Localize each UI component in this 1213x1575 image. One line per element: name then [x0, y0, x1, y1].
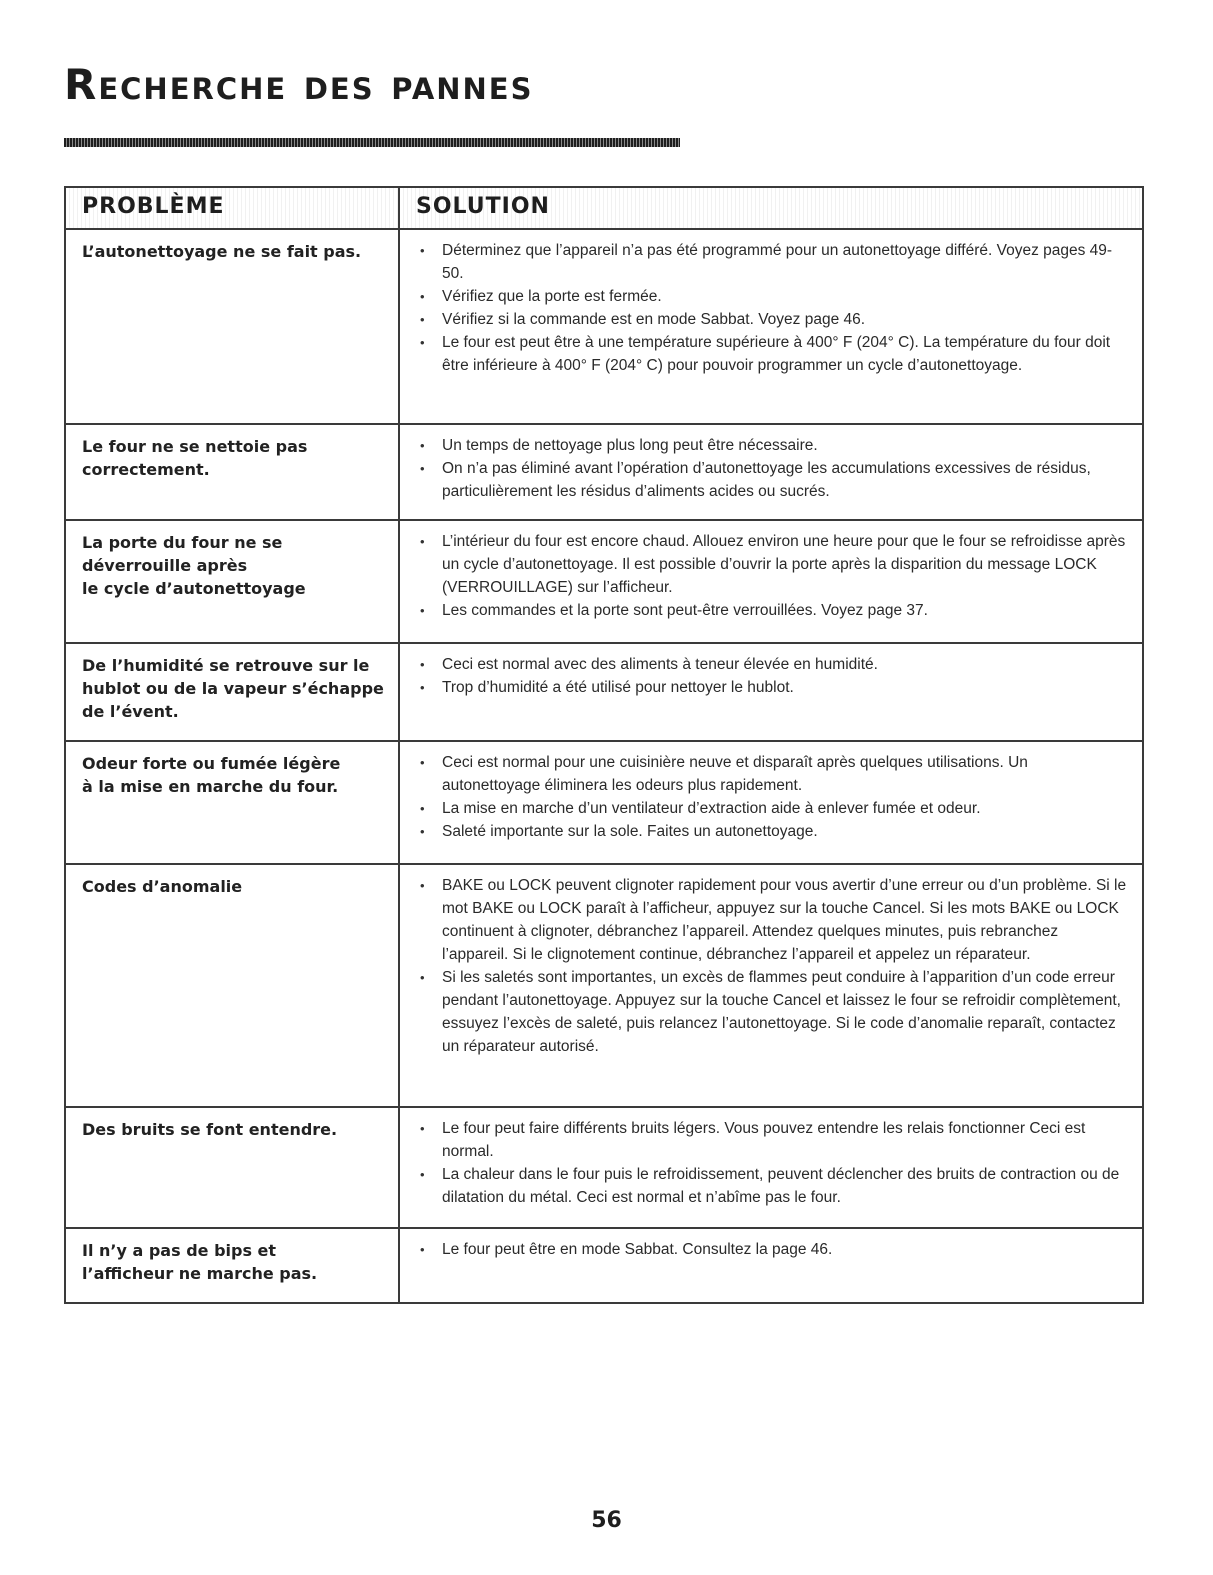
- table-row: [65, 1107, 1143, 1228]
- solution-item: • Si les saletés sont importantes, un excès de flammes peut conduire à l’apparition d’un code erreur pendant l’autonettoyage. Appuyez sur la touche Cancel et laissez le four se refroidir complètement, essuyez l’excès de saleté, puis relancez l’autonettoyage. Si le code d’anomalie reparaît, contactez un réparateur autorisé.: [420, 966, 1128, 1058]
- problem-text: à la mise en marche du four.: [82, 777, 339, 796]
- solution-cell: [399, 864, 1143, 1107]
- problem-text: L’autonettoyage ne se fait pas.: [82, 242, 362, 261]
- solution-list: [420, 653, 1128, 699]
- table-row: [65, 741, 1143, 864]
- solution-list: [420, 1238, 1128, 1261]
- solution-item: • Vérifiez si la commande est en mode Sabbat. Voyez page 46.: [420, 308, 1128, 331]
- solution-item: • BAKE ou LOCK peuvent clignoter rapidement pour vous avertir d’une erreur ou d’un problème. Si le mot BAKE ou LOCK paraît à l’afficheur, appuyez sur la touche Cancel. Si les mots BAKE ou LOCK continuent à clignoter, débranchez l’appareil. Attendez quelques minutes, puis rebranchez l’appareil. Si le clignotement continue, débranchez l’appareil et appelez un réparateur.: [420, 874, 1128, 966]
- title-underline: [64, 138, 680, 147]
- solution-item: • Ceci est normal avec des aliments à teneur élevée en humidité.: [420, 653, 1128, 676]
- problem-cell: [65, 643, 399, 741]
- problem-text: correctement.: [82, 460, 210, 479]
- problem-cell: [65, 520, 399, 643]
- problem-text: Des bruits se font entendre.: [82, 1120, 338, 1139]
- page-number: 56: [591, 1508, 622, 1533]
- solution-item: • Les commandes et la porte sont peut-être verrouillées. Voyez page 37.: [420, 599, 1128, 622]
- solution-item: • Ceci est normal pour une cuisinière neuve et disparaît après quelques utilisations. Un autonettoyage éliminera les odeurs plus rapidement.: [420, 751, 1128, 797]
- problem-text: de l’évent.: [82, 702, 179, 721]
- solution-cell: [399, 741, 1143, 864]
- problem-text: De l’humidité se retrouve sur le: [82, 656, 370, 675]
- solution-list: [420, 751, 1128, 843]
- solution-item: • Trop d’humidité a été utilisé pour nettoyer le hublot.: [420, 676, 1128, 699]
- solution-list: [420, 239, 1128, 377]
- problem-cell: [65, 1107, 399, 1228]
- solution-cell: [399, 229, 1143, 424]
- problem-cell: [65, 1228, 399, 1303]
- problem-text: Codes d’anomalie: [82, 877, 243, 896]
- solution-cell: [399, 1228, 1143, 1303]
- solution-item: • Le four peut faire différents bruits légers. Vous pouvez entendre les relais fonctionner Ceci est normal.: [420, 1117, 1128, 1163]
- solution-item: • La mise en marche d’un ventilateur d’extraction aide à enlever fumée et odeur.: [420, 797, 1128, 820]
- solution-item: • Le four peut être en mode Sabbat. Consultez la page 46.: [420, 1238, 1128, 1261]
- table-row: [65, 520, 1143, 643]
- solution-cell: [399, 1107, 1143, 1228]
- header-solution: SOLUTION: [399, 187, 1143, 229]
- solution-item: • Vérifiez que la porte est fermée.: [420, 285, 1128, 308]
- problem-cell: [65, 864, 399, 1107]
- solution-cell: [399, 520, 1143, 643]
- problem-text: l’afficheur ne marche pas.: [82, 1264, 318, 1283]
- table-row: [65, 424, 1143, 520]
- header-problem: PROBLÈME: [65, 187, 399, 229]
- solution-item: • Le four est peut être à une température supérieure à 400° F (204° C). La température du four doit être inférieure à 400° F (204° C) pour pouvoir programmer un cycle d’autonettoyage.: [420, 331, 1128, 377]
- solution-list: [420, 434, 1128, 503]
- problem-text: déverrouille après: [82, 556, 248, 575]
- problem-text: Le four ne se nettoie pas: [82, 437, 308, 456]
- problem-text: hublot ou de la vapeur s’échappe: [82, 679, 384, 698]
- page-title: Recherche des pannes: [64, 60, 534, 109]
- problem-text: Il n’y a pas de bips et: [82, 1241, 277, 1260]
- solution-item: • Déterminez que l’appareil n’a pas été programmé pour un autonettoyage différé. Voyez pages 49-50.: [420, 239, 1128, 285]
- table-header-row: [65, 187, 1143, 229]
- solution-list: [420, 1117, 1128, 1209]
- problem-text: le cycle d’autonettoyage: [82, 579, 306, 598]
- table-row: [65, 864, 1143, 1107]
- solution-list: [420, 874, 1128, 1058]
- problem-cell: [65, 229, 399, 424]
- solution-list: [420, 530, 1128, 622]
- table-row: [65, 229, 1143, 424]
- problem-text: La porte du four ne se: [82, 533, 283, 552]
- solution-cell: [399, 643, 1143, 741]
- table-row: [65, 1228, 1143, 1303]
- solution-cell: [399, 424, 1143, 520]
- problem-cell: [65, 741, 399, 864]
- solution-item: • La chaleur dans le four puis le refroidissement, peuvent déclencher des bruits de contraction ou de dilatation du métal. Ceci est normal et n’abîme pas le four.: [420, 1163, 1128, 1209]
- troubleshooting-table: [64, 186, 1144, 1304]
- solution-item: • On n’a pas éliminé avant l’opération d’autonettoyage les accumulations excessives de résidus, particulièrement les résidus d’aliments acides ou sucrés.: [420, 457, 1128, 503]
- solution-item: • L’intérieur du four est encore chaud. Allouez environ une heure pour que le four se refroidisse après un cycle d’autonettoyage. Il est possible d’ouvrir la porte après la disparition du message LOCK (VERROUILLAGE) sur l’afficheur.: [420, 530, 1128, 599]
- solution-item: • Un temps de nettoyage plus long peut être nécessaire.: [420, 434, 1128, 457]
- problem-cell: [65, 424, 399, 520]
- solution-item: • Saleté importante sur la sole. Faites un autonettoyage.: [420, 820, 1128, 843]
- problem-text: Odeur forte ou fumée légère: [82, 754, 341, 773]
- table-row: [65, 643, 1143, 741]
